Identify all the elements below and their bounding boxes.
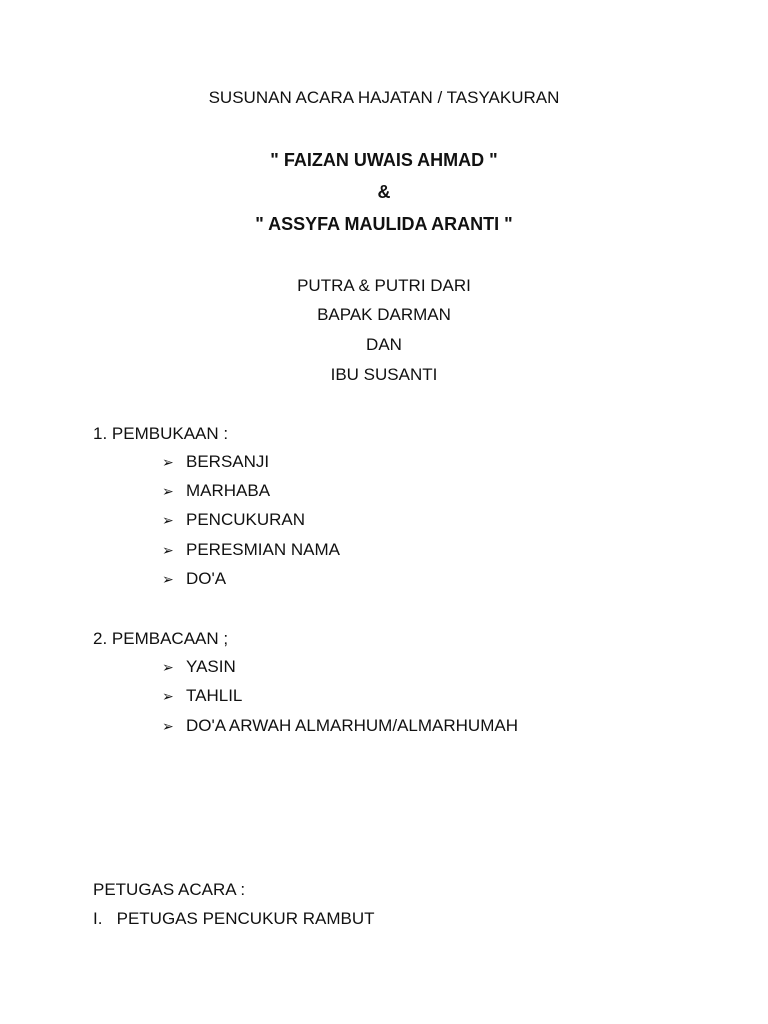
- section-2-heading: 2. PEMBACAAN ;: [93, 629, 229, 648]
- child-name-1: " FAIZAN UWAIS AHMAD ": [270, 150, 498, 170]
- arrow-bullet-icon: ➢: [162, 512, 174, 528]
- list-item: ➢ PERESMIAN NAMA: [162, 540, 340, 559]
- arrow-bullet-icon: ➢: [162, 454, 174, 470]
- arrow-bullet-icon: ➢: [162, 718, 174, 734]
- arrow-bullet-icon: ➢: [162, 571, 174, 587]
- parents-line-1: PUTRA & PUTRI DARI: [297, 276, 471, 295]
- parents-line-2: BAPAK DARMAN: [317, 305, 451, 324]
- list-item: ➢ TAHLIL: [162, 686, 243, 705]
- arrow-bullet-icon: ➢: [162, 542, 174, 558]
- parents-line-4: IBU SUSANTI: [330, 365, 438, 384]
- section-1-heading: 1. PEMBUKAAN :: [93, 424, 229, 443]
- list-item: ➢ DO'A: [162, 569, 227, 588]
- list-item: ➢ BERSANJI: [162, 452, 270, 471]
- list-item: ➢ PENCUKURAN: [162, 510, 306, 529]
- child-name-2: " ASSYFA MAULIDA ARANTI ": [255, 214, 513, 234]
- list-item: ➢ YASIN: [162, 657, 236, 676]
- arrow-bullet-icon: ➢: [162, 688, 174, 704]
- arrow-bullet-icon: ➢: [162, 483, 174, 499]
- document-title: SUSUNAN ACARA HAJATAN / TASYAKURAN: [208, 88, 560, 107]
- list-item: ➢ MARHABA: [162, 481, 271, 500]
- ampersand: &: [377, 182, 391, 202]
- parents-line-3: DAN: [366, 335, 402, 354]
- list-item: ➢ DO'A ARWAH ALMARHUM/ALMARHUMAH: [162, 716, 518, 735]
- officers-heading: PETUGAS ACARA :: [93, 880, 246, 899]
- officer-item-1: I. PETUGAS PENCUKUR RAMBUT: [93, 909, 375, 928]
- arrow-bullet-icon: ➢: [162, 659, 174, 675]
